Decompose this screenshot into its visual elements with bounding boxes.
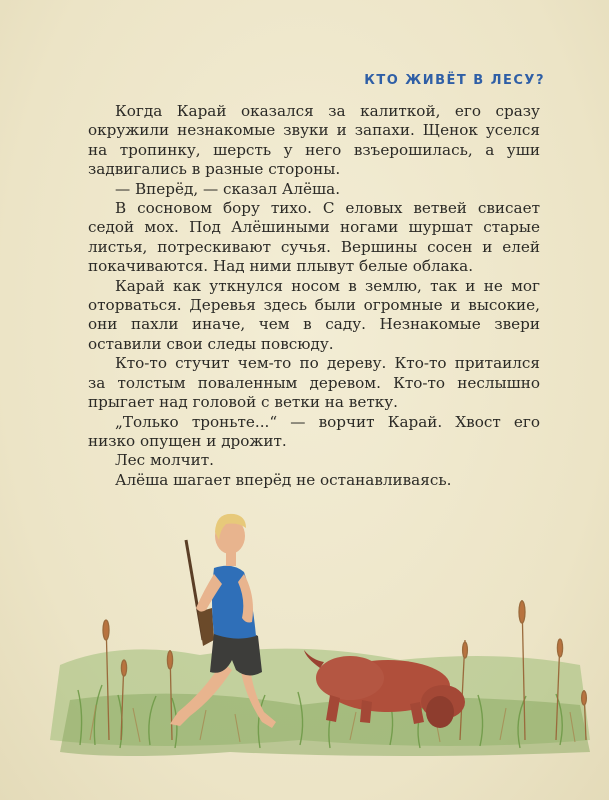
paragraph: — Вперёд, — сказал Алёша. xyxy=(115,179,341,198)
illustration xyxy=(0,490,609,800)
paragraph: Когда Карай оказался за калиткой, его сразу окружили незнакомые звуки и запахи. Щенок уселся на тропинку, шерсть у него взъерошилась, а уши задвигались в разные стороны. xyxy=(88,102,540,179)
paragraph: „Только троньте...“ — ворчит Карай. Хвост его низко опущен и дрожит. xyxy=(88,412,540,450)
running-head-title: КТО ЖИВЁТ В ЛЕСУ? xyxy=(364,73,545,88)
body-text xyxy=(88,102,540,490)
paragraph: В сосновом бору тихо. С еловых ветвей свисает седой мох. Под Алёшиными ногами шуршат старые листья, потрескивают сучья. Вершины сосен и елей покачиваются. Над ними плывут белые облака. xyxy=(88,199,540,276)
paragraph: Кто-то стучит чем-то по дереву. Кто-то притаился за толстым поваленным деревом. Кто-то неслышно прыгает над головой с ветки на ветку. xyxy=(88,354,540,412)
paragraph: Лес молчит. xyxy=(115,451,214,470)
paragraph: Алёша шагает вперёд не останавливаясь. xyxy=(115,470,452,489)
paragraph: Карай как уткнулся носом в землю, так и не мог оторваться. Деревья здесь были огромные и высокие, они пахли иначе, чем в саду. Незнакомые звери оставили свои следы повсюду. xyxy=(88,276,540,353)
